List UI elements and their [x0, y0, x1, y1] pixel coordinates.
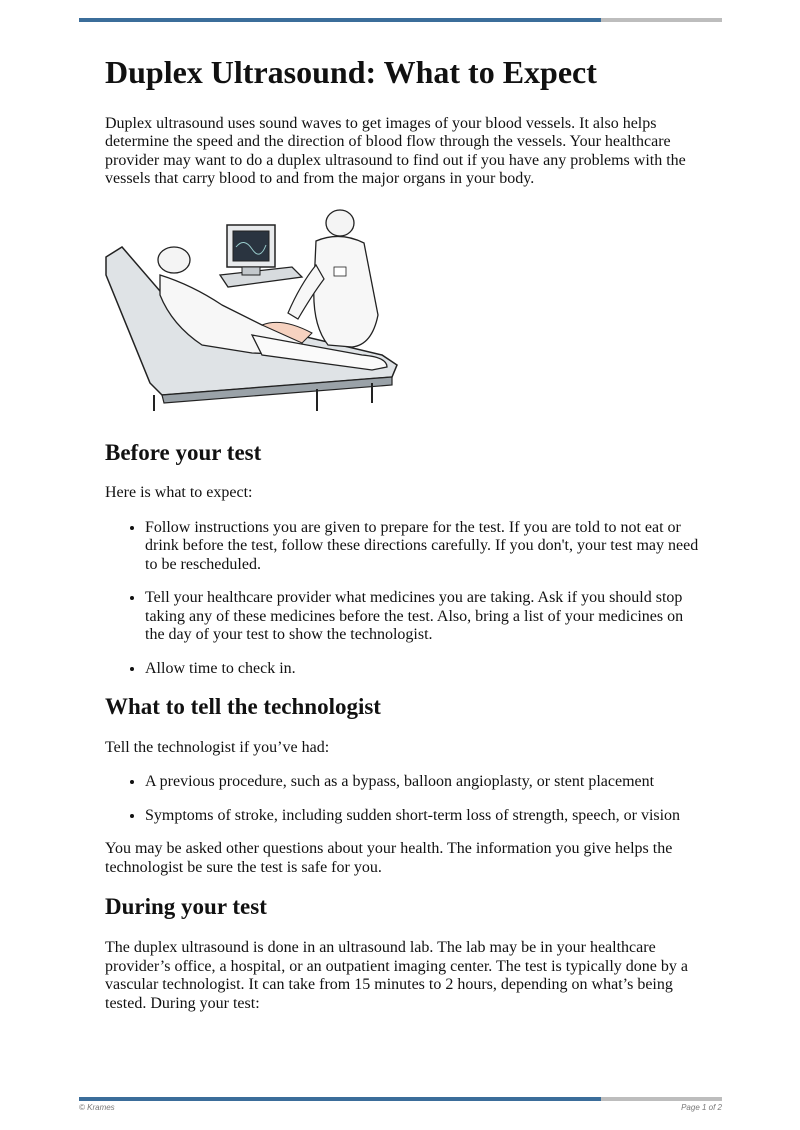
section-heading: What to tell the technologist [105, 694, 381, 720]
section-heading: During your test [105, 894, 267, 920]
intro-paragraph: Duplex ultrasound uses sound waves to get images of your blood vessels. It also helps determine the speed and the direction of blood flow through the vessels. Your healthcare provider may want to do a duplex ultrasound to find out if you have any problems with the vessels that carry blood to and from the major organs in your body. [105, 114, 686, 188]
section-note: You may be asked other questions about your health. The information you give helps the technologist be sure the test is safe for you. [105, 840, 673, 876]
footer-page-number: Page 1 of 2 [681, 1103, 722, 1112]
ultrasound-illustration [102, 205, 402, 419]
list-item: • A previous procedure, such as a bypass, balloon angioplasty, or stent placement [145, 773, 705, 792]
footer-copyright: © Krames [79, 1103, 115, 1112]
list-item: • Symptoms of stroke, including sudden short-term loss of strength, speech, or vision [145, 807, 705, 826]
document-body [105, 54, 705, 1029]
list-item: • Follow instructions you are given to prepare for the test. If you are told to not eat or drink before the test, follow these directions carefully. If you don't, your test may need to be rescheduled. [145, 519, 705, 575]
section-body: The duplex ultrasound is done in an ultrasound lab. The lab may be in your healthcare provider’s office, a hospital, or an outpatient imaging center. The test is typically done by a vascular technologist. It can take from 15 minutes to 2 hours, depending on what’s being tested. During your test: [105, 939, 688, 1012]
list-item: • Allow time to check in. [145, 660, 705, 679]
section-lead: Here is what to expect: [105, 484, 253, 502]
section-tell-technologist [105, 693, 705, 877]
header-rule [79, 18, 722, 22]
section-before-test [105, 439, 705, 679]
bullet-list [105, 519, 705, 679]
section-lead: Tell the technologist if you’ve had: [105, 738, 330, 756]
bullet-list [105, 773, 705, 825]
list-item: • Tell your healthcare provider what medicines you are taking. Ask if you should stop taking any of these medicines before the test. Also, bring a list of your medicines on the day of your test to show the technologist. [145, 589, 705, 645]
section-during-test [105, 893, 705, 1013]
page-title: Duplex Ultrasound: What to Expect [105, 54, 597, 90]
section-heading: Before your test [105, 439, 262, 465]
footer-rule [79, 1097, 722, 1101]
